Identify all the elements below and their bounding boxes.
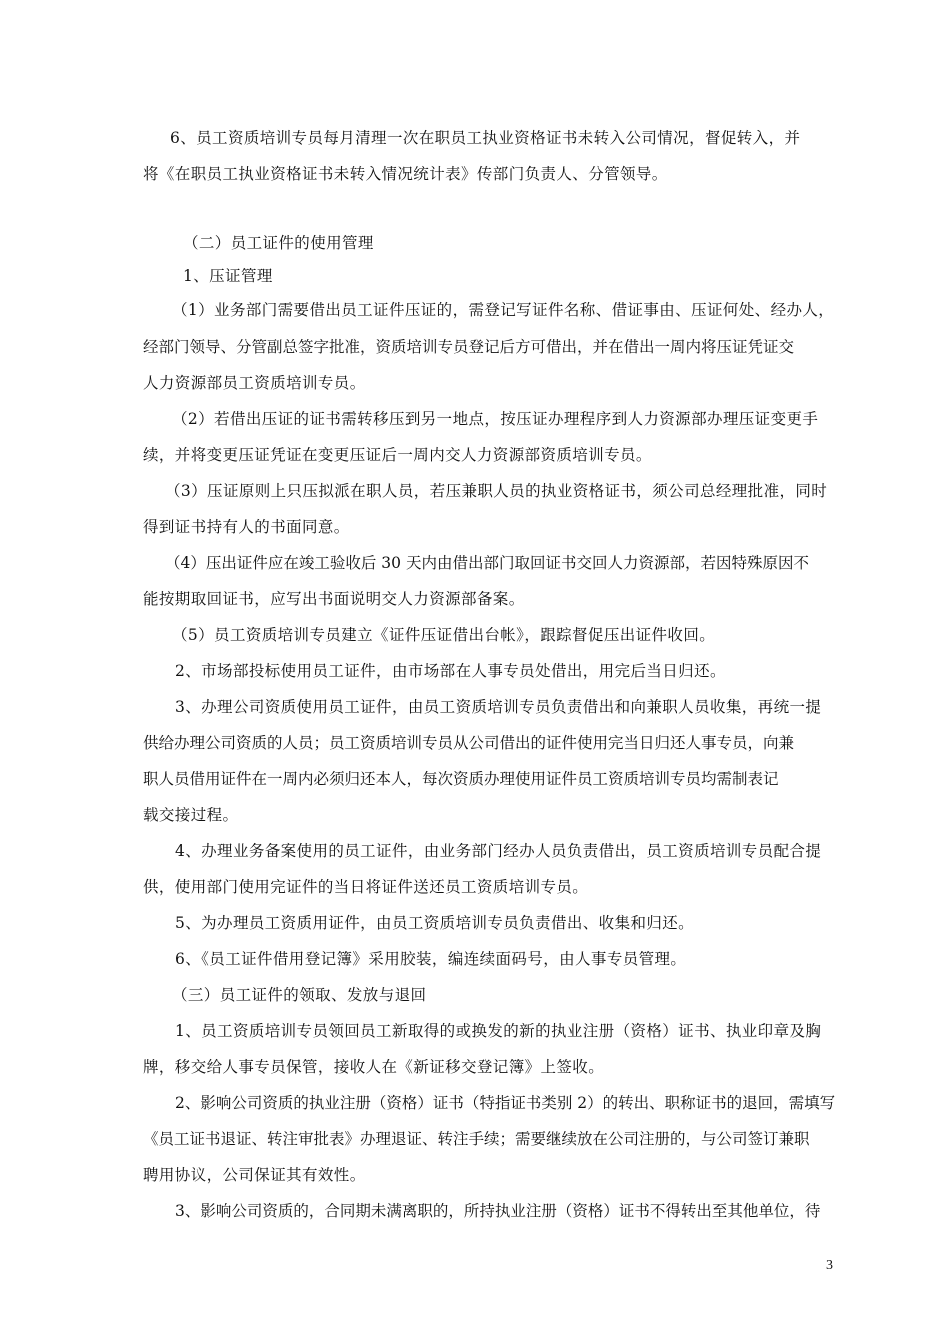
paragraph-line: 牌，移交给人事专员保管，接收人在《新证移交登记簿》上签收。 (143, 1058, 605, 1076)
paragraph-line: 能按期取回证书，应写出书面说明交人力资源部备案。 (143, 590, 525, 608)
paragraph-line: 5、为办理员工资质用证件，由员工资质培训专员负责借出、收集和归还。 (175, 914, 695, 932)
paragraph-line: 3、影响公司资质的，合同期未满离职的，所持执业注册（资格）证书不得转出至其他单位，待 (175, 1202, 821, 1220)
paragraph-line: （5）员工资质培训专员建立《证件压证借出台帐》，跟踪督促压出证件收回。 (172, 626, 716, 644)
paragraph-line: 3、办理公司资质使用员工证件，由员工资质培训专员负责借出和向兼职人员收集，再统一提 (175, 698, 822, 716)
paragraph-line: （1）业务部门需要借出员工证件压证的，需登记写证件名称、借证事由、压证何处、经办人， (172, 301, 835, 319)
paragraph-line: 2、影响公司资质的执业注册（资格）证书（特指证书类别 2）的转出、职称证书的退回，需填写 (175, 1094, 836, 1112)
paragraph-line: 供，使用部门使用完证件的当日将证件送还员工资质培训专员。 (143, 878, 589, 896)
paragraph-line: 将《在职员工执业资格证书未转入情况统计表》传部门负责人、分管领导。 (143, 165, 668, 183)
page-number: 3 (826, 1258, 833, 1273)
paragraph-line: 聘用协议，公司保证其有效性。 (143, 1166, 366, 1184)
paragraph-line: （2）若借出压证的证书需转移压到另一地点，按压证办理程序到人力资源部办理压证变更手 (172, 410, 819, 428)
paragraph-line: 职人员借用证件在一周内必须归还本人，每次资质办理使用证件员工资质培训专员均需制表记 (143, 770, 779, 788)
paragraph-line: 6、员工资质培训专员每月清理一次在职员工执业资格证书未转入公司情况，督促转入，并 (170, 129, 801, 147)
paragraph-line: 供给办理公司资质的人员；员工资质培训专员从公司借出的证件使用完当日归还人事专员，向兼 (143, 734, 795, 752)
paragraph-line: 续，并将变更压证凭证在变更压证后一周内交人力资源部资质培训专员。 (143, 446, 652, 464)
paragraph-line: 4、办理业务备案使用的员工证件，由业务部门经办人员负责借出，员工资质培训专员配合提 (175, 842, 822, 860)
paragraph-line: 《员工证书退证、转注审批表》办理退证、转注手续；需要继续放在公司注册的，与公司签订兼职 (143, 1130, 810, 1148)
paragraph-line: 经部门领导、分管副总签字批准，资质培训专员登记后方可借出，并在借出一周内将压证凭证交 (143, 338, 795, 356)
paragraph-line: （4）压出证件应在竣工验收后 30 天内由借出部门取回证书交回人力资源部，若因特殊原因不 (165, 554, 809, 572)
paragraph-line: 得到证书持有人的书面同意。 (143, 518, 350, 536)
section-heading: （二）员工证件的使用管理 (183, 234, 374, 252)
paragraph-line: 6、《员工证件借用登记簿》采用胶装，编连续面码号，由人事专员管理。 (175, 950, 687, 968)
subsection-heading: 1、压证管理 (183, 267, 273, 285)
paragraph-line: 载交接过程。 (143, 806, 239, 824)
paragraph-line: （3）压证原则上只压拟派在职人员，若压兼职人员的执业资格证书，须公司总经理批准，同时 (165, 482, 828, 500)
paragraph-line: 2、市场部投标使用员工证件，由市场部在人事专员处借出，用完后当日归还。 (175, 662, 726, 680)
paragraph-line: 1、员工资质培训专员领回员工新取得的或换发的新的执业注册（资格）证书、执业印章及胸 (175, 1022, 822, 1040)
paragraph-line: 人力资源部员工资质培训专员。 (143, 374, 366, 392)
section-heading: （三）员工证件的领取、发放与退回 (172, 986, 427, 1004)
